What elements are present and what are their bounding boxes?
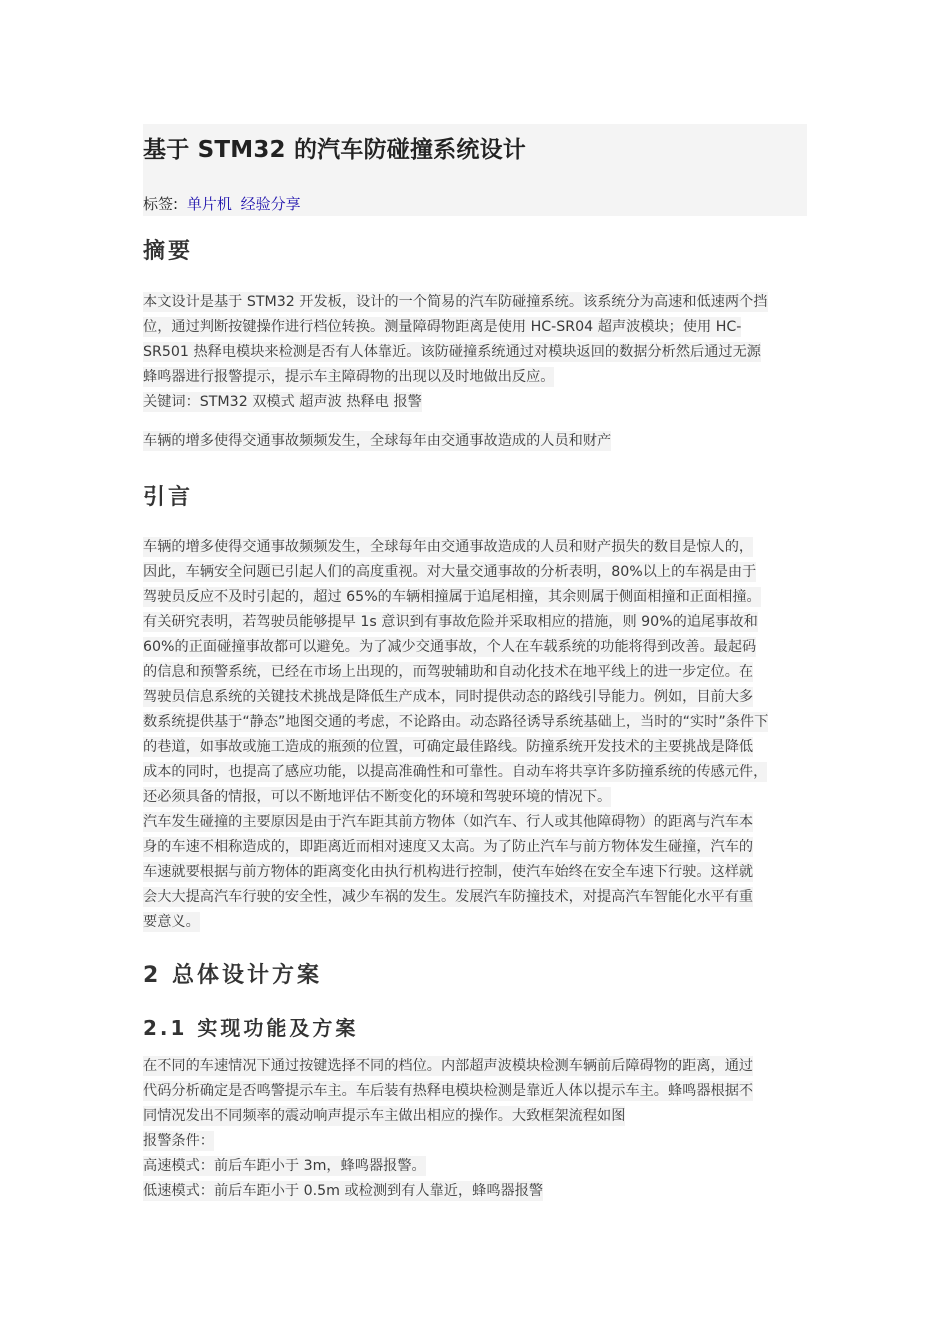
intro-line: 身的车速不相称造成的，即距离近而相对速度又太高。为了防止汽车与前方物体发生碰撞，汽车的 xyxy=(143,839,754,855)
section-line: 在不同的车速情况下通过按键选择不同的档位。内部超声波模块检测车辆前后障碍物的距离，通过 xyxy=(143,1058,754,1074)
abstract-line: 位，通过判断按键操作进行档位转换。测量障碍物距离是使用 HC-SR04 超声波模块；使用 HC- xyxy=(143,319,742,335)
abstract-line: 本文设计是基于 STM32 开发板，设计的一个简易的汽车防碰撞系统。该系统分为高速和低速两个挡 xyxy=(143,294,768,310)
intro-line: 的巷道，如事故或施工造成的瓶颈的位置，可确定最佳路线。防撞系统开发技术的主要挑战是降低 xyxy=(143,739,754,755)
intro-body xyxy=(143,536,823,936)
abstract-extra-line: 车辆的增多使得交通事故频频发生，全球每年由交通事故造成的人员和财产 xyxy=(143,433,612,449)
page-title: 基于 STM32 的汽车防碰撞系统设计 xyxy=(143,137,526,163)
intro-line: 因此，车辆安全问题已引起人们的高度重视。对大量交通事故的分析表明，80%以上的车祸是由于 xyxy=(143,564,757,580)
abstract-line: 蜂鸣器进行报警提示，提示车主障碍物的出现以及时地做出反应。 xyxy=(143,369,555,385)
intro-line: 驾驶员反应不及时引起的，超过 65%的车辆相撞属于追尾相撞，其余则属于侧面相撞和正面相撞。 xyxy=(143,589,761,605)
intro-line: 有关研究表明，若驾驶员能够提早 1s 意识到有事故危险并采取相应的措施，则 90%的追尾事故和 xyxy=(143,614,758,630)
tags-label: 标签: xyxy=(143,195,179,213)
intro-line: 汽车发生碰撞的主要原因是由于汽车距其前方物体（如汽车、行人或其他障碍物）的距离与汽车本 xyxy=(143,814,754,830)
keywords-line: 关键词：STM32 双模式 超声波 热释电 报警 xyxy=(143,394,422,410)
intro-line: 驾驶员信息系统的关键技术挑战是降低生产成本，同时提供动态的路线引导能力。例如，目前大多 xyxy=(143,689,754,705)
abstract-line: SR501 热释电模块来检测是否有人体靠近。该防碰撞系统通过对模块返回的数据分析然后通过无源 xyxy=(143,344,761,360)
intro-line: 的信息和预警系统，已经在市场上出现的，而驾驶辅助和自动化技术在地平线上的进一步定位。在 xyxy=(143,664,754,680)
abstract-heading: 摘要 xyxy=(143,239,194,264)
intro-heading: 引言 xyxy=(143,485,194,510)
alarm-conditions-label: 报警条件： xyxy=(143,1133,214,1149)
high-speed-mode-line: 高速模式：前后车距小于 3m，蜂鸣器报警。 xyxy=(143,1158,426,1174)
intro-line: 会大大提高汽车行驶的安全性，减少车祸的发生。发展汽车防撞技术，对提高汽车智能化水平有重 xyxy=(143,889,754,905)
section-line: 代码分析确定是否鸣警提示车主。车后装有热释电模块检测是靠近人体以提示车主。蜂鸣器根据不 xyxy=(143,1083,754,1099)
intro-line: 数系统提供基于“静态”地图交通的考虑，不论路由。动态路径诱导系统基础上，当时的“实时”条件下 xyxy=(143,714,769,730)
tags-row xyxy=(143,193,301,214)
abstract-body xyxy=(143,291,823,416)
section-2-heading: 2 总体设计方案 xyxy=(143,963,322,988)
tag-link-mcu[interactable]: 单片机 xyxy=(186,195,232,213)
intro-line: 车辆的增多使得交通事故频频发生，全球每年由交通事故造成的人员和财产损失的数目是惊人的， xyxy=(143,539,754,555)
intro-line: 车速就要根据与前方物体的距离变化由执行机构进行控制，使汽车始终在安全车速下行驶。这样就 xyxy=(143,864,754,880)
section-2-1-body xyxy=(143,1055,823,1205)
intro-line: 成本的同时，也提高了感应功能，以提高准确性和可靠性。自动车将共享许多防撞系统的传感元件， xyxy=(143,764,768,780)
tag-link-experience[interactable]: 经验分享 xyxy=(240,195,301,213)
intro-line: 还必须具备的情报，可以不断地评估不断变化的环境和驾驶环境的情况下。 xyxy=(143,789,612,805)
low-speed-mode-line: 低速模式：前后车距小于 0.5m 或检测到有人靠近，蜂鸣器报警 xyxy=(143,1183,544,1199)
abstract-extra xyxy=(143,430,823,455)
intro-line: 60%的正面碰撞事故都可以避免。为了减少交通事故，个人在车载系统的功能将得到改善。最起码 xyxy=(143,639,757,655)
section-line: 同情况发出不同频率的震动响声提示车主做出相应的操作。大致框架流程如图 xyxy=(143,1108,626,1124)
intro-line: 要意义。 xyxy=(143,914,200,930)
section-2-1-heading: 2.1 实现功能及方案 xyxy=(143,1016,359,1040)
